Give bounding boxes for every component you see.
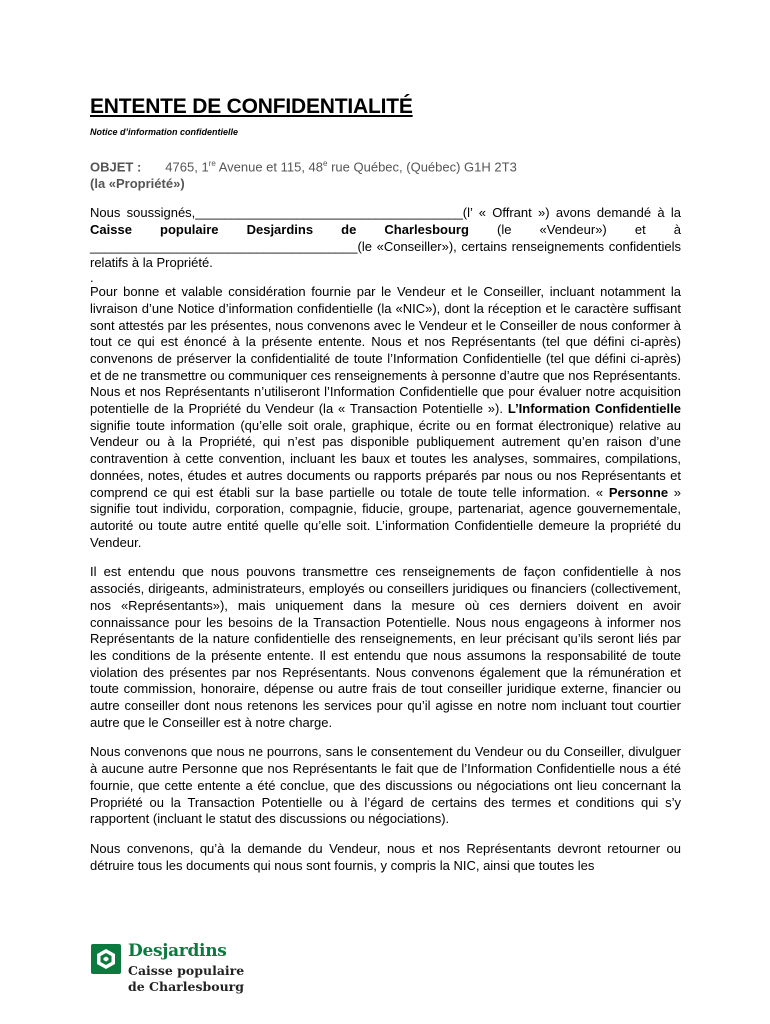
objet-address-part1: 4765, 1 — [165, 159, 209, 175]
intro-paragraph: Nous soussignés,_____________________________________(l’ « Offrant ») avons demandé à la Caisse populaire Desjardins de Charlesbourg (le «Vendeur») et à _____________________________________(le «Conseiller»), certains renseignements confidentiels relatifs à la Propriété. — [90, 205, 681, 271]
logo-line-1: Caisse populaire — [128, 963, 245, 978]
desjardins-logo — [91, 941, 251, 998]
term-person: Personne — [608, 484, 669, 500]
objet-address-part2: Avenue et 115, 48 — [215, 159, 324, 175]
logo-line-2: de Charlesbourg — [128, 979, 244, 994]
objet-sup-2: e — [323, 159, 328, 168]
desjardins-hexagon-icon — [91, 944, 121, 974]
paragraph-consideration: Pour bonne et valable considération fournie par le Vendeur et le Conseiller, incluant notamment la livraison d’une Notice d’information confidentielle (la «NIC»), dont la réception et le caractère suffisant sont attestés par les présentes, nous convenons avec le Vendeur et le Conseiller de nous conformer à tout ce qui est énoncé à la présente entente. Nous et nos Représentants (tel que défini ci-après) convenons de préserver la confidentialité de toute l’Information Confidentielle (tel que défini ci-après) et de ne transmettre ou communiquer ces renseignements à personne d’autre que nos Représentants. Nous et nos Représentants n’utiliseront l’Information Confidentielle que pour évaluer notre acquisition potentielle de la Propriété du Vendeur (la « Transaction Potentielle »). L’Information Confidentielle signifie toute information (qu’elle soit orale, graphique, écrite ou en format électronique) relative au Vendeur ou à la Propriété, qui n’est pas disponible publiquement autrement qu’en raison d’une contravention à cette convention, incluant les baux et toutes les analyses, sommaires, compilations, données, notes, études et autres documents ou rapports préparés par nous ou nos Représentants et comprend ce qui est établi sur la base partielle ou totale de toute telle information. « Personne » signifie tout individu, corporation, compagnie, fiducie, groupe, partenariat, agence gouvernementale, autorité ou toute autre entité quelle qu’elle soit. L’information Confidentielle demeure la propriété du Vendeur. — [90, 284, 681, 550]
document-subtitle: Notice d’information confidentielle — [90, 127, 239, 137]
vendor-name: Caisse populaire Desjardins de Charlesbourg — [90, 222, 469, 238]
objet-sup-1: re — [208, 159, 216, 168]
objet-property: (la «Propriété») — [90, 176, 185, 192]
logo-brand-name: Desjardins — [128, 941, 227, 961]
stray-dot: . — [90, 270, 94, 286]
paragraph-representatives: Il est entendu que nous pouvons transmettre ces renseignements de façon confidentielle à nos associés, dirigeants, administrateurs, employés ou conseillers juridiques ou financiers (collectivement, nos «Représentants»), mais uniquement dans la mesure où ces derniers doivent en avoir connaissance pour les besoins de la Transaction Potentielle. Nous nous engageons à informer nos Représentants de la nature confidentielle des renseignements, en leur précisant qu’ils seront liés par les conditions de la présente entente. Il est entendu que nous assumons la responsabilité de toute violation des présentes par nos Représentants. Nous convenons également que la rémunération et toute commission, honoraire, dépense ou autre frais de tout conseiller juridique externe, financier ou autre conseiller dont nous retenons les services pour qu’il agisse en notre nom incluant tout courtier autre que le Conseiller est à notre charge. — [90, 564, 681, 730]
objet-label: OBJET : — [90, 159, 142, 175]
term-confidential-info: L’Information Confidentielle — [507, 401, 681, 417]
paragraph-return-documents: Nous convenons, qu’à la demande du Vendeur, nous et nos Représentants devront retourner ou détruire tous les documents qui nous sont fournis, y compris la NIC, ainsi que toutes les — [90, 840, 681, 873]
objet-address-part3: rue Québec, (Québec) G1H 2T3 — [327, 159, 517, 175]
paragraph-disclosure: Nous convenons que nous ne pourrons, sans le consentement du Vendeur ou du Conseiller, divulguer à aucune autre Personne que nos Représentants le fait que de l’Information Confidentielle nous a été fournie, que cette entente a été conclue, que des discussions ou négociations ont lieu concernant la Propriété ou la Transaction Potentielle ou à l’égard de certains des termes et conditions qui s’y rapportent (incluant le statut des discussions ou négociations). — [90, 744, 681, 827]
objet-line — [90, 155, 681, 175]
document-body — [90, 95, 681, 874]
document-title: ENTENTE DE CONFIDENTIALITÉ — [90, 95, 413, 118]
